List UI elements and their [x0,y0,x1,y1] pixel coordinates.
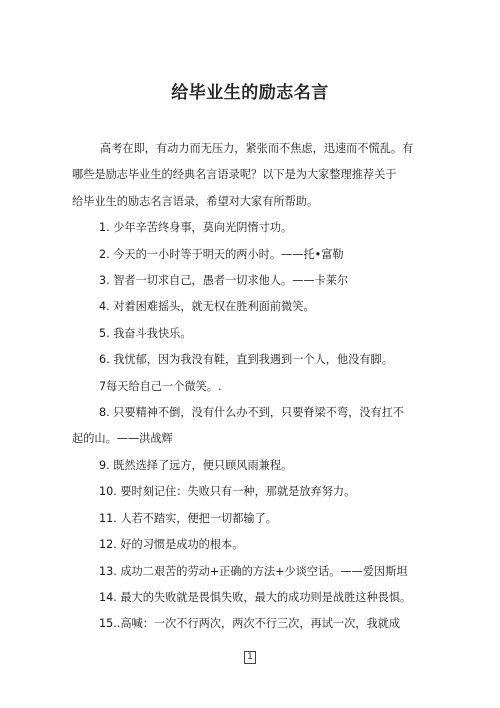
quote-line: 6. 我忧郁，因为我没有鞋，直到我遇到一个人，他没有脚。 [99,353,393,367]
quote-line: 12. 好的习惯是成功的根本。 [99,538,244,552]
document-body [72,136,414,638]
quote-line: 4. 对着困难摇头，就无权在胜利面前微笑。 [99,300,315,314]
quote-line: 15..高喊：一次不行两次，两次不行三次，再试一次，我就成 [99,617,401,631]
quote-line: 3. 智者一切求自己，愚者一切求他人。——卡莱尔 [99,274,349,288]
quote-line: 9. 既然选择了远方，便只顾风雨兼程。 [99,458,293,472]
quote-line: 1. 少年辛苦终身事，莫向光阴惰寸功。 [99,221,293,235]
quote-line: 10. 要时刻记住：失败只有一种，那就是放弃努力。 [99,485,356,499]
quote-line: 13. 成功二艰苦的劳动+正确的方法+少谈空话。——爱因斯坦 [99,564,408,578]
intro-line: 给毕业生的励志名言语录，希望对大家有所帮助。 [72,194,319,208]
quote-line-continued: 起的山。——洪战辉 [72,432,173,446]
page-number [0,651,500,664]
quote-line: 7每天给自己一个微笑。. [99,379,222,393]
page-number-label: 1 [244,651,256,664]
intro-line: 哪些是励志毕业生的经典名言语录呢？以下是为大家整理推荐关于 [72,168,397,182]
quote-line: 11. 人若不踏实，便把一切都输了。 [99,511,277,525]
page-title: 给毕业生的励志名言 [171,83,329,103]
quote-line: 2. 今天的一小时等于明天的两小时。——托•富勒 [99,247,344,261]
quote-line: 5. 我奋斗我快乐。 [99,326,192,340]
quote-line: 14. 最大的失败就是畏惧失败，最大的成功则是战胜这种畏惧。 [99,590,412,604]
quote-line: 8. 只要精神不倒，没有什么办不到，只要脊梁不弯，没有扛不 [99,406,405,420]
intro-line: 高考在即，有动力而无压力，紧张而不焦虑，迅速而不慌乱。有 [100,142,414,155]
